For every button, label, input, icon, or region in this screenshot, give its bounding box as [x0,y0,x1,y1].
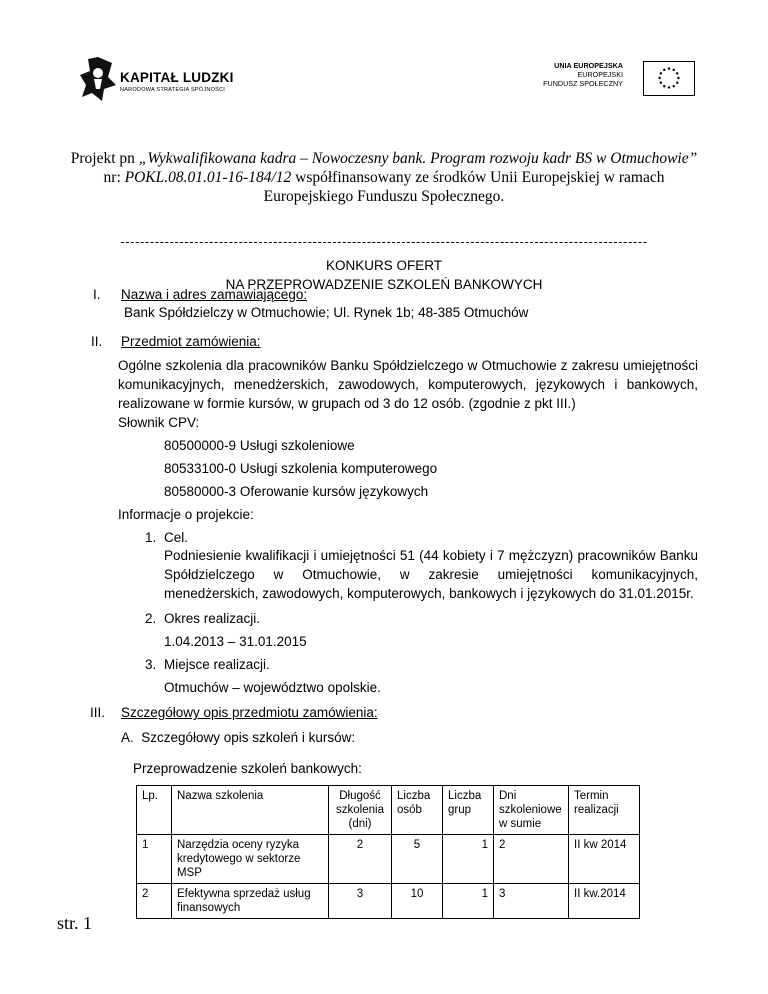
cpv-item: 80500000-9 Usługi szkoleniowe [164,438,355,453]
table-cell: 2 [494,835,569,884]
project-description [70,149,698,206]
section2-heading: Przedmiot zamówienia: [121,334,261,349]
project-name: „Wykwalifikowana kadra – Nowoczesny bank. Program rozwoju kadr BS w Otmuchowie” [138,150,698,167]
info-item-text: Podniesienie kwalifikacji i umiejętności 51 (44 kobiety i 7 mężczyzn) pracowników Banku Spółdzielczego w Otmuchowie, w zakresie umiejętności komunikacyjnych, menedżerskich, zawodowych, komputerowych, bankowych i językowych do 31.01.2015r. [164,548,698,601]
section3-heading: Szczegółowy opis przedmiotu zamówienia: [121,705,378,720]
kapital-ludzki-title: KAPITAŁ LUDZKI [120,70,234,85]
eu-logo-text [543,61,623,88]
table-cell: 3 [329,884,392,919]
table-cell: 3 [494,884,569,919]
info-item-number: 2. [145,611,157,626]
project-suffix: współfinansowany ze środków Unii Europejskiej w ramach Europejskiego Funduszu Społecznego. [263,169,665,205]
document-title-line1: KONKURS OFERT [325,258,442,273]
section1-heading: Nazwa i adres zamawiającego: [121,287,308,302]
table-row [137,884,640,919]
kapital-ludzki-logo [78,55,238,105]
table-cell: Narzędzia oceny ryzyka kredytowego w sektorze MSP [172,835,329,884]
table-header-cell: Liczba grup [443,786,494,835]
page-number: str. 1 [57,913,93,933]
table-header-row [137,786,640,835]
table-cell: II kw 2014 [569,835,640,884]
table-cell: 1 [443,884,494,919]
section3-number: III. [90,705,106,720]
eu-logo-line2: EUROPEJSKI [577,70,623,79]
table-header-cell: Liczba osób [392,786,443,835]
table-cell: 1 [137,835,172,884]
section1-address: Bank Spółdzielczy w Otmuchowie; Ul. Rynek 1b; 48-385 Otmuchów [124,305,529,320]
table-cell: 2 [137,884,172,919]
table-cell: 5 [392,835,443,884]
cpv-item: 80580000-3 Oferowanie kursów językowych [164,484,429,499]
info-item-text: 1.04.2013 – 31.01.2015 [164,634,307,649]
table-row [137,835,640,884]
project-nr: POKL.08.01.01-16-184/12 [124,169,292,186]
kapital-ludzki-emblem-icon [78,55,118,103]
table-cell: 10 [392,884,443,919]
table-cell: II kw.2014 [569,884,640,919]
info-item-number: 3. [145,657,157,672]
section2-paragraph: Ogólne szkolenia dla pracowników Banku Spółdzielczego w Otmuchowie z zakresu umiejętności komunikacyjnych, menedżerskich, zawodowych, komputerowych, językowych i bankowych, realizowane w formie kursów, w grupach od 3 do 12 osób. (zgodnie z pkt III.) [118,358,698,411]
info-item-label: Okres realizacji. [164,611,261,626]
table-cell: 2 [329,835,392,884]
eu-flag-icon [643,61,695,96]
eu-logo-line1: UNIA EUROPEJSKA [554,61,623,70]
info-item-label: Miejsce realizacji. [164,657,270,672]
table-cell: 1 [443,835,494,884]
kapital-ludzki-subtitle: NARODOWA STRATEGIA SPÓJNOŚCI [120,87,226,93]
project-info-label: Informacje o projekcie: [118,507,254,522]
table-header-cell: Długość szkolenia (dni) [329,786,392,835]
separator-line: ----------------------------------------------------------------------------------------------------------- [120,234,648,249]
cpv-item: 80533100-0 Usługi szkolenia komputerowego [164,461,438,476]
info-item-number: 1. [145,530,157,545]
table-header-cell: Dni szkoleniowe w sumie [494,786,569,835]
info-item-text: Otmuchów – województwo opolskie. [164,680,381,695]
table-header-cell: Lp. [137,786,172,835]
cpv-label: Słownik CPV: [118,415,200,430]
table-header-cell: Termin realizacji [569,786,640,835]
section3-subsection-a: A. Szczegółowy opis szkoleń i kursów: [121,730,356,745]
eu-logo [543,61,695,97]
section3-intro: Przeprowadzenie szkoleń bankowych: [133,761,362,776]
section2-number: II. [91,334,103,349]
project-prefix: Projekt pn [70,150,139,167]
section1-number: I. [93,287,101,302]
table-cell: Efektywna sprzedaż usług finansowych [172,884,329,919]
project-nr-label: nr: [103,169,125,186]
info-item-label: Cel. [164,530,189,545]
eu-logo-line3: FUNDUSZ SPOŁECZNY [543,79,623,88]
training-table [136,785,640,919]
table-header-cell: Nazwa szkolenia [172,786,329,835]
document-title-line2: NA PRZEPROWADZENIE SZKOLEŃ BANKOWYCH [225,277,543,292]
